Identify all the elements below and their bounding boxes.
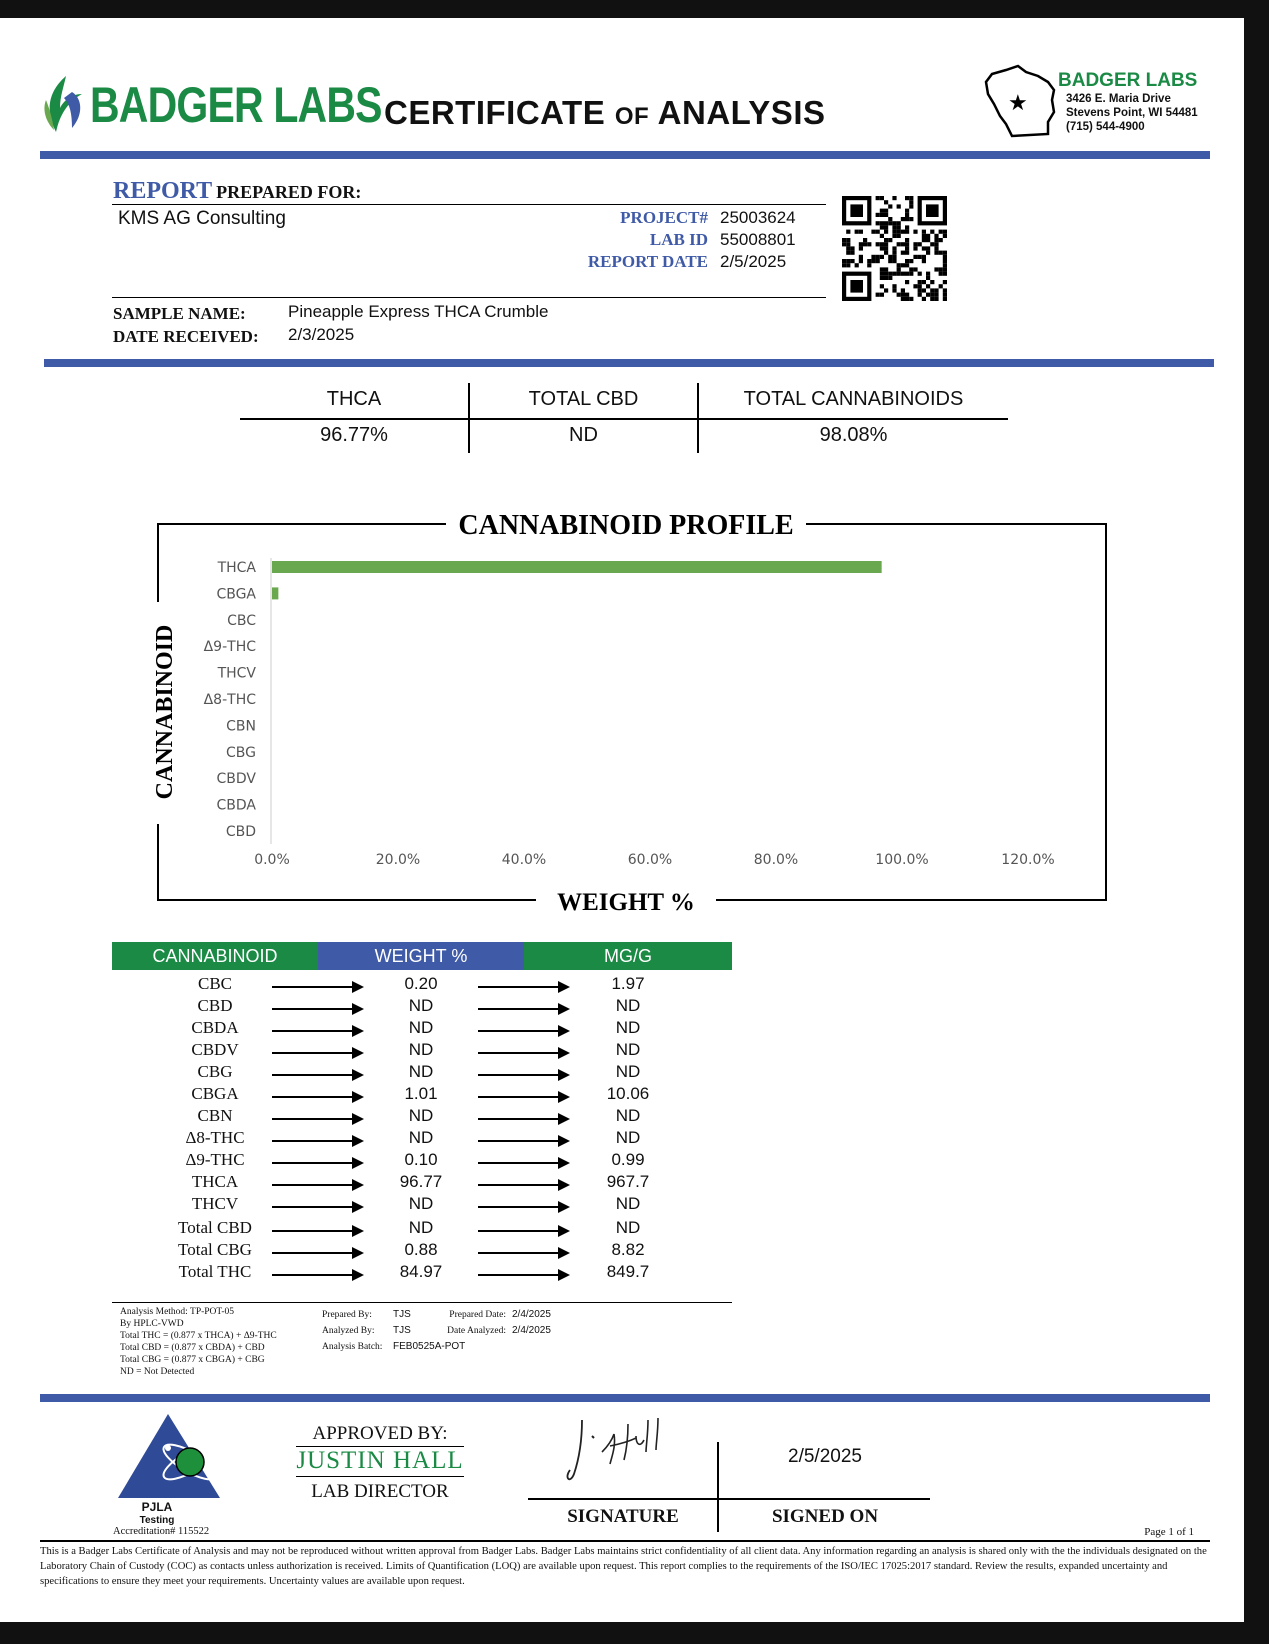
chart-x-tick-label: 60.0% [627, 852, 673, 868]
table-bottom-rule [112, 1302, 732, 1303]
weight-value: ND [408, 1218, 434, 1237]
date-received-label: DATE RECEIVED: [113, 327, 259, 346]
chart-category-label: CBC [227, 612, 256, 629]
disclaimer: This is a Badger Labs Certificate of Analysis and may not be reproduced without written approval from Badger Labs. Badger Labs maintains strict confidentiality of all client data. Any information regarding an analysis is shared only with the the individuals designated on the Laboratory Chain of Custody (COC) as contacts unless authorization is received. Limits of Quantification (LOQ) are available upon request. This report complies to the requirements of the ISO/IEC 17025:2017 standard. Review the results, expanded uncertainty and specifications to ensure they meet your requirements. Uncertainty values are available upon request. [40, 1546, 1207, 1587]
report-word: REPORT [113, 178, 213, 204]
project-label: PROJECT# [620, 208, 708, 227]
signature-divider [717, 1442, 719, 1532]
summary-total-label: TOTAL CANNABINOIDS [743, 388, 964, 410]
badger-leaf-logo-icon [38, 74, 86, 136]
chart-x-tick-label: 20.0% [375, 852, 421, 868]
date-labels [440, 1307, 506, 1339]
approved-by-label: APPROVED BY: [312, 1423, 448, 1444]
method-note: Analysis Method: TP-POT-05 [120, 1307, 235, 1317]
method-note: Total CBG = (0.877 x CBGA) + CBG [120, 1355, 265, 1365]
cannabinoid-name: CBDA [191, 1018, 239, 1037]
sample-name: Pineapple Express THCA Crumble [288, 302, 549, 321]
cannabinoid-name: CBD [197, 996, 233, 1015]
analyzed-by: TJS [393, 1325, 411, 1336]
header-divider [40, 151, 1210, 159]
date-values [512, 1307, 551, 1339]
chart-x-tick-label: 40.0% [501, 852, 547, 868]
mgg-value: 0.99 [611, 1150, 645, 1169]
report-meta-labels [560, 207, 708, 273]
cannabinoid-name: CBG [197, 1062, 233, 1081]
method-note: Total THC = (0.877 x THCA) + Δ9-THC [120, 1331, 277, 1341]
cannabinoid-name: THCV [191, 1194, 239, 1213]
chart-bar [272, 561, 882, 573]
client-name: KMS AG Consulting [118, 208, 286, 229]
testing-label: Testing [139, 1515, 175, 1526]
mgg-value: ND [615, 1128, 641, 1147]
chart-category-label: CBDA [216, 797, 256, 814]
report-rule-bottom [112, 297, 826, 298]
weight-value: ND [408, 1062, 434, 1081]
analyzed-date: 2/4/2025 [512, 1325, 551, 1336]
chart-title: CANNABINOID PROFILE [458, 510, 794, 541]
analysis-batch: FEB0525A-POT [393, 1341, 466, 1352]
mgg-value: ND [615, 1018, 641, 1037]
summary-thca-value: 96.77% [320, 424, 388, 446]
report-date: 2/5/2025 [720, 252, 787, 271]
cannabinoid-name: CBDV [191, 1040, 239, 1059]
mgg-value: ND [615, 996, 641, 1015]
summary-rule [240, 418, 1008, 420]
mgg-value: 1.97 [611, 974, 645, 993]
chart-category-label: CBD [225, 824, 256, 840]
lab-phone: (715) 544-4900 [1066, 121, 1145, 133]
lab-id: 55008801 [720, 230, 796, 249]
report-meta-values [720, 207, 796, 273]
analyzed-by-label: Analyzed By: [322, 1326, 375, 1336]
weight-value: ND [408, 1106, 434, 1125]
prepared-by-label: Prepared By: [322, 1310, 372, 1320]
prep-labels [322, 1307, 382, 1355]
batch-label: Analysis Batch: [322, 1342, 383, 1352]
mgg-value: ND [615, 1040, 641, 1059]
chart-category-label: THCV [217, 665, 256, 682]
mgg-value: ND [615, 1194, 641, 1213]
chart-bar [272, 587, 278, 599]
mgg-value: ND [615, 1062, 641, 1081]
weight-value: 0.10 [404, 1150, 438, 1169]
document-title [384, 94, 826, 132]
address-line2: Stevens Point, WI 54481 [1066, 107, 1198, 119]
weight-value: 1.01 [404, 1084, 438, 1103]
summary-cbd-value: ND [569, 424, 598, 446]
method-note: By HPLC-VWD [120, 1319, 184, 1329]
brand-logo-text: BADGER LABS [90, 77, 382, 133]
total-name: Total THC [178, 1262, 252, 1281]
weight-value: 96.77 [399, 1172, 443, 1191]
handwritten-signature [562, 1416, 702, 1496]
address-brand: BADGER LABS [1058, 70, 1198, 91]
address-line1: 3426 E. Maria Drive [1066, 93, 1171, 105]
lab-address [1066, 92, 1198, 134]
table-header-cannabinoid: CANNABINOID [112, 942, 318, 970]
cannabinoid-name: Δ8-THC [185, 1128, 245, 1147]
cannabinoid-profile-chart [150, 498, 1110, 918]
title-analysis: ANALYSIS [657, 94, 826, 131]
cannabinoid-name: CBN [197, 1106, 233, 1125]
certificate-page [0, 18, 1244, 1622]
analyzed-date-label: Date Analyzed: [447, 1326, 506, 1336]
table-header-weight: WEIGHT % [318, 942, 524, 970]
chart-xlabel: WEIGHT % [557, 889, 695, 916]
total-name: Total CBG [178, 1240, 252, 1259]
chart-category-label: Δ8-THC [203, 692, 256, 708]
accreditation-number: Accreditation# 115522 [113, 1526, 210, 1537]
footer-rule [40, 1540, 1210, 1542]
weight-value: 84.97 [399, 1262, 443, 1281]
method-note: Total CBD = (0.877 x CBDA) + CBD [120, 1343, 265, 1353]
chart-frame [158, 524, 1106, 900]
summary-total-value: 98.08% [819, 424, 888, 446]
prepared-date-label: Prepared Date: [449, 1310, 506, 1320]
chart-ylabel: CANNABINOID [152, 624, 178, 800]
prepared-for-label: PREPARED FOR: [216, 182, 362, 202]
weight-value: ND [408, 996, 434, 1015]
sample-divider [44, 359, 1214, 367]
report-prepared-heading [113, 178, 361, 205]
title-certificate: CERTIFICATE [384, 94, 606, 131]
chart-category-label: Δ9-THC [203, 639, 256, 656]
total-name: Total CBD [178, 1218, 252, 1237]
chart-x-tick-label: 80.0% [753, 852, 799, 868]
mgg-value: ND [615, 1218, 641, 1237]
chart-x-tick-label: 100.0% [875, 852, 929, 868]
method-note: ND = Not Detected [120, 1367, 195, 1377]
pjla-accreditation-logo-icon [116, 1410, 226, 1502]
mgg-value: ND [615, 1106, 641, 1125]
mgg-value: 849.7 [606, 1262, 650, 1281]
weight-value: ND [408, 1194, 434, 1213]
weight-value: ND [408, 1040, 434, 1059]
prepared-date: 2/4/2025 [512, 1309, 551, 1320]
chart-x-tick-label: 0.0% [254, 852, 290, 868]
mgg-value: 967.7 [606, 1172, 650, 1191]
sample-name-label: SAMPLE NAME: [113, 304, 246, 323]
approver-name: JUSTIN HALL [296, 1447, 464, 1474]
chart-x-tick-label: 120.0% [1001, 852, 1055, 868]
cannabinoid-name: CBC [197, 974, 233, 993]
method-notes [120, 1306, 277, 1378]
chart-category-label: THCA [217, 560, 256, 576]
approver-role: LAB DIRECTOR [311, 1481, 449, 1502]
project-number: 25003624 [720, 208, 796, 227]
table-header-mgg: MG/G [524, 942, 732, 970]
sample-values [288, 300, 548, 346]
chart-category-label: CBDV [216, 771, 256, 788]
mgg-value: 8.82 [611, 1240, 645, 1259]
pjla-label: PJLA [141, 1500, 173, 1514]
weight-value: 0.88 [404, 1240, 438, 1259]
wisconsin-map-icon [982, 60, 1062, 140]
signature-label: SIGNATURE [567, 1506, 679, 1527]
qr-code-icon [842, 196, 948, 302]
weight-value: ND [408, 1018, 434, 1037]
weight-value: 0.20 [404, 974, 438, 993]
summary-cbd-label: TOTAL CBD [528, 388, 639, 410]
signature-rule [528, 1498, 930, 1500]
svg-text:★: ★ [1008, 91, 1028, 116]
report-rule-top [112, 204, 826, 205]
signed-on-date: 2/5/2025 [788, 1446, 862, 1467]
weight-value: ND [408, 1128, 434, 1147]
chart-category-label: CBG [226, 744, 256, 761]
page-number: Page 1 of 1 [1144, 1526, 1194, 1538]
labid-label: LAB ID [649, 230, 708, 249]
chart-category-label: CBN [226, 718, 256, 735]
approver-rule [296, 1476, 464, 1477]
cannabinoid-name: THCA [191, 1172, 239, 1191]
cannabinoid-name: CBGA [191, 1084, 239, 1103]
approval-divider [40, 1394, 1210, 1402]
date-received: 2/3/2025 [288, 325, 355, 344]
summary-thca-label: THCA [326, 388, 382, 410]
prepared-by: TJS [393, 1309, 411, 1320]
mgg-value: 10.06 [606, 1084, 650, 1103]
signed-on-label: SIGNED ON [771, 1506, 879, 1527]
title-of: OF [614, 103, 650, 130]
sample-labels [113, 302, 259, 348]
report-date-label: REPORT DATE [587, 252, 708, 271]
cannabinoid-name: Δ9-THC [185, 1150, 245, 1169]
chart-category-label: CBGA [216, 586, 256, 603]
